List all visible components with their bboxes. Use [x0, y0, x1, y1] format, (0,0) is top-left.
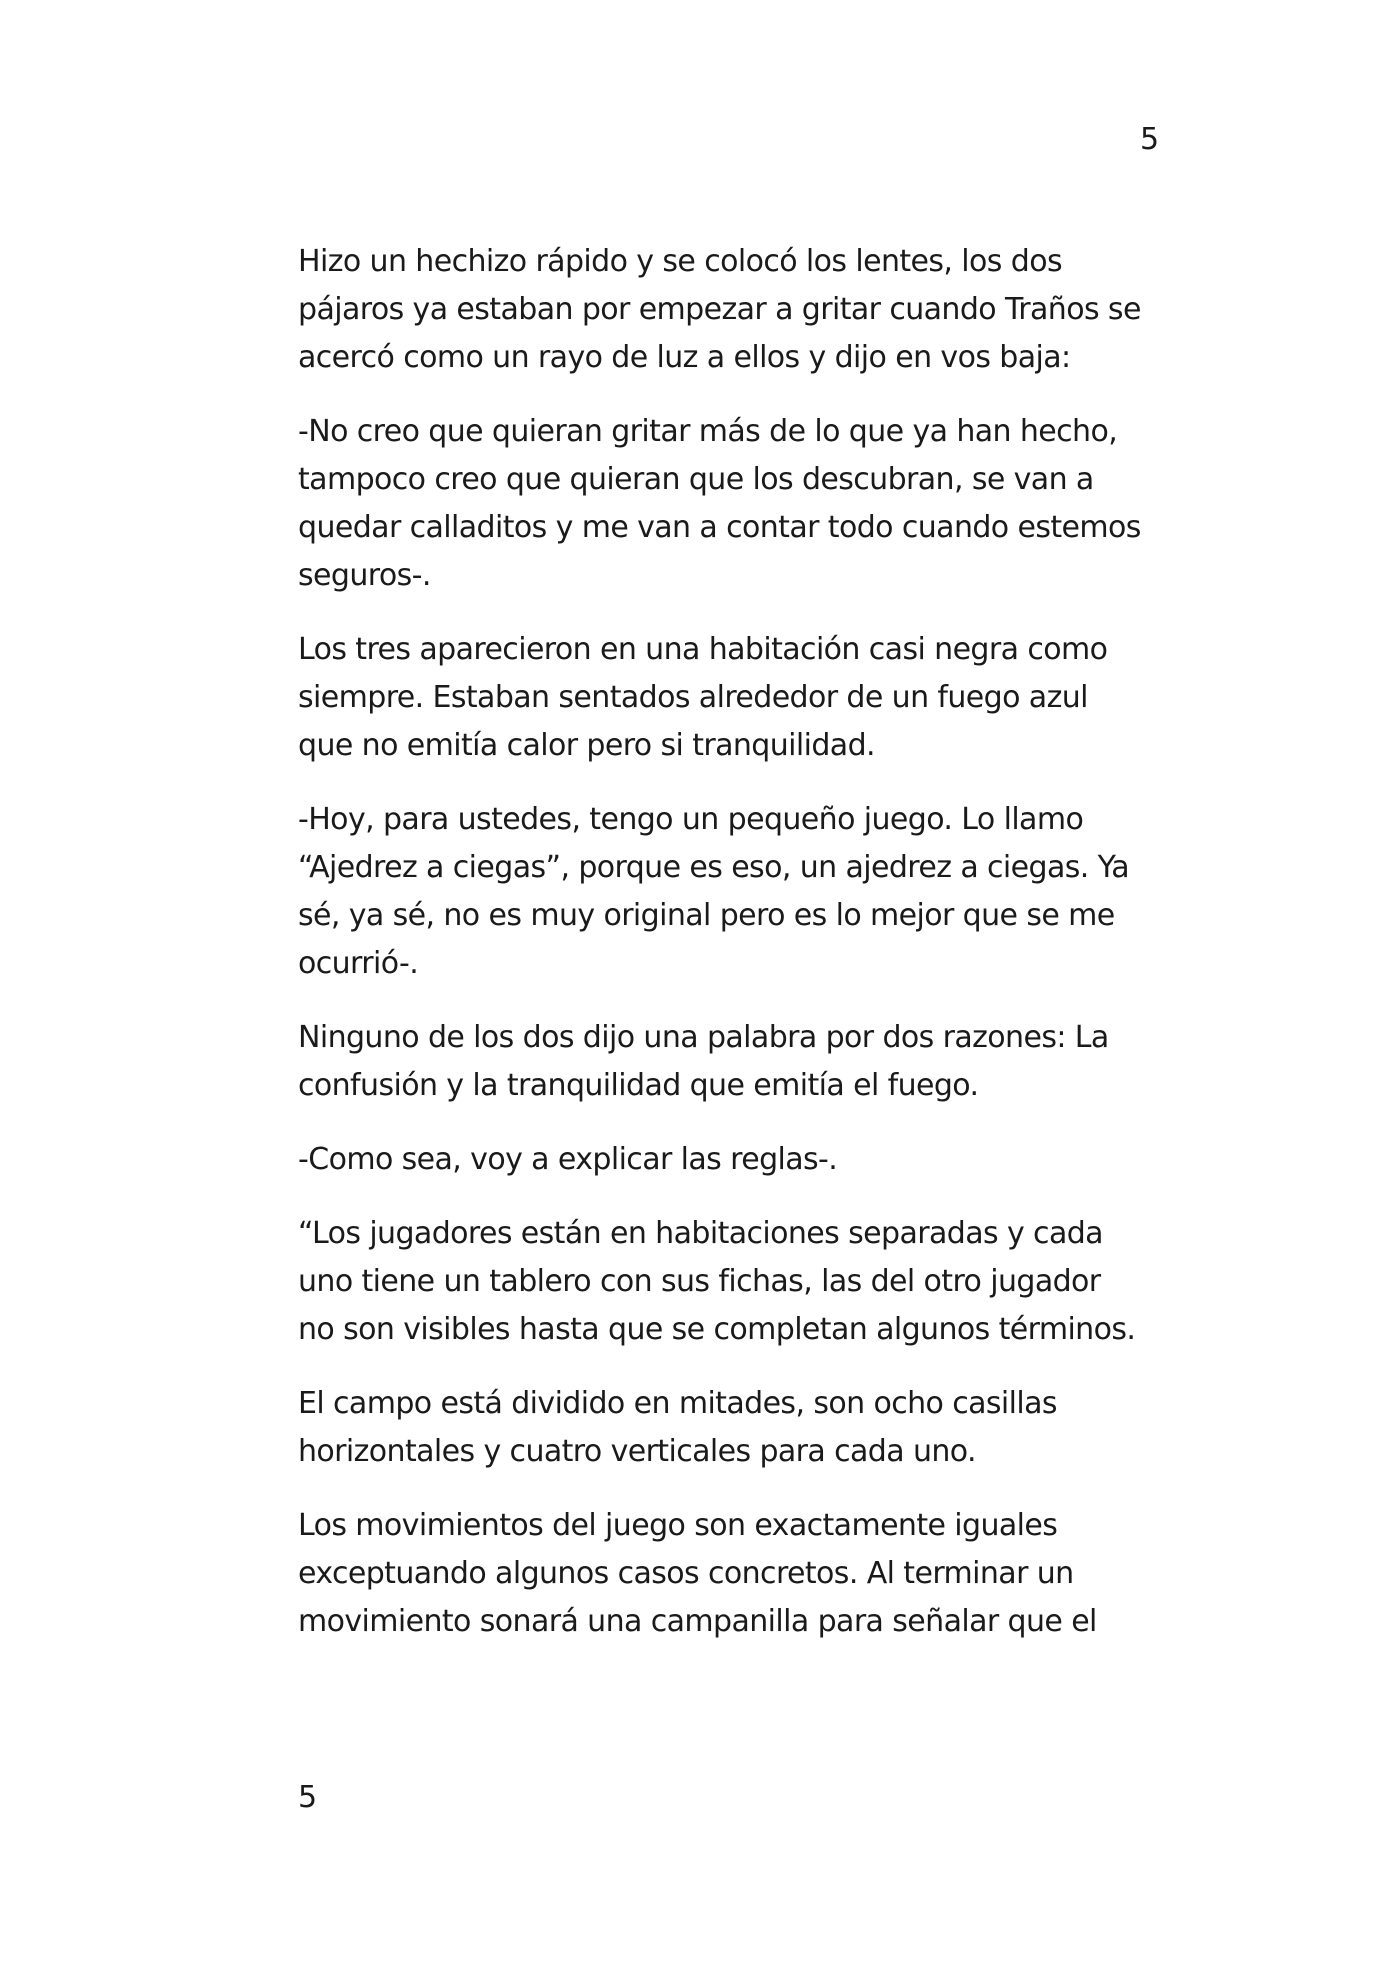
paragraph: Ninguno de los dos dijo una palabra por dos razones: La confusión y la tranquilidad que emitía el fuego. — [298, 1020, 1109, 1103]
paragraph: -Hoy, para ustedes, tengo un pequeño juego. Lo llamo “Ajedrez a ciegas”, porque es eso, un ajedrez a ciegas. Ya sé, ya sé, no es muy original pero es lo mejor que se me ocurrió-. — [298, 802, 1130, 981]
paragraph: Hizo un hechizo rápido y se colocó los lentes, los dos pájaros ya estaban por empezar a gritar cuando Traños se acercó como un rayo de luz a ellos y dijo en vos baja: — [298, 244, 1141, 375]
paragraph: El campo está dividido en mitades, son ocho casillas horizontales y cuatro verticales para cada uno. — [298, 1386, 1057, 1469]
paragraph: “Los jugadores están en habitaciones separadas y cada uno tiene un tablero con sus fichas, las del otro jugador no son visibles hasta que se completan algunos términos. — [298, 1216, 1136, 1347]
text-body — [298, 238, 1168, 1672]
page-number-top: 5 — [1140, 122, 1160, 157]
paragraph: -Como sea, voy a explicar las reglas-. — [298, 1142, 838, 1177]
paragraph: Los tres aparecieron en una habitación casi negra como siempre. Estaban sentados alrededor de un fuego azul que no emitía calor pero si tranquilidad. — [298, 632, 1108, 763]
paragraph: Los movimientos del juego son exactamente iguales exceptuando algunos casos concretos. Al terminar un movimiento sonará una campanilla para señalar que el — [298, 1508, 1097, 1639]
paragraph: -No creo que quieran gritar más de lo que ya han hecho, tampoco creo que quieran que los descubran, se van a quedar calladitos y me van a contar todo cuando estemos seguros-. — [298, 414, 1141, 593]
page-number-bottom: 5 — [298, 1780, 318, 1815]
